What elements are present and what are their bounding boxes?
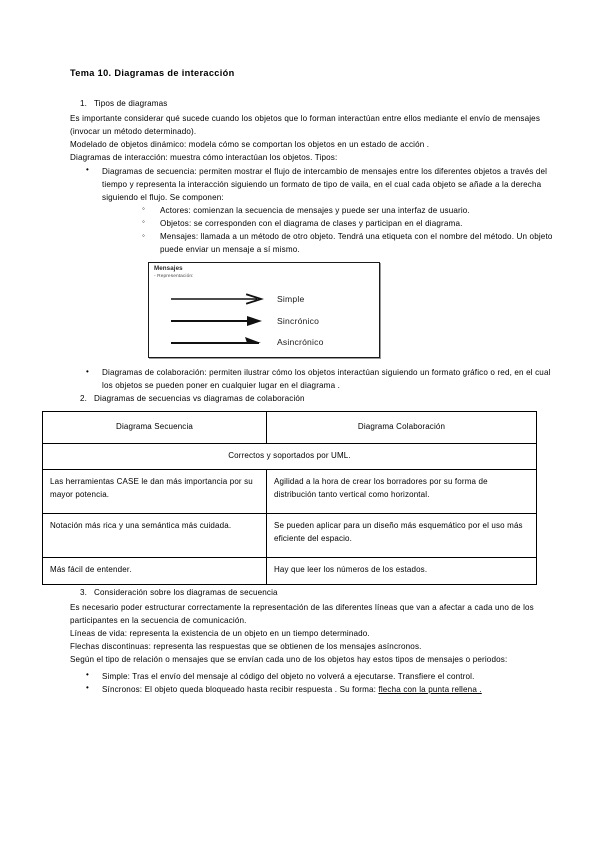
half-arrow-icon	[171, 336, 265, 348]
s3-paragraph-4: Según el tipo de relación o mensajes que se envían cada uno de los objetos hay estos tipos de mensajes o periodos:	[70, 655, 508, 665]
section-3-title: Consideración sobre los diagramas de secuencia	[94, 587, 278, 597]
table-cell-left-2: Notación más rica y una semántica más cuidada.	[43, 514, 267, 558]
figure-title: Mensajes	[154, 265, 183, 273]
section-1-number: 1.	[80, 98, 88, 108]
section-3-number: 3.	[80, 587, 88, 597]
s3-paragraph-3: Flechas discontinuas: representa las respuestas que se obtienen de los mensajes asíncronos.	[70, 642, 422, 652]
table-cell-right-1: Agilidad a la hora de crear los borradores por su forma de distribución tanto vertical como horizontal.	[267, 470, 537, 514]
filled-arrow-icon	[171, 315, 265, 327]
sub-bullet-objetos: ◦ Objetos: se corresponden con el diagrama de clases y participan en el diagrama.	[126, 217, 560, 230]
s1-sub-bullet-wrap	[70, 204, 560, 256]
mensajes-figure	[148, 262, 380, 358]
figure-row-sincronico	[171, 313, 371, 329]
table-cell-merged: Correctos y soportados por UML.	[43, 444, 537, 470]
s1-bullet-list-2	[70, 366, 560, 392]
figure-label-simple: Simple	[277, 294, 305, 305]
s3-paragraph-2: Líneas de vida: representa la existencia de un objeto en un tiempo determinado.	[70, 629, 370, 639]
figure-row-simple	[171, 291, 371, 307]
table-header-colaboracion: Diagrama Colaboración	[267, 411, 537, 443]
table-cell-left-3: Más fácil de entender.	[43, 558, 267, 584]
table-cell-right-2: Se pueden aplicar para un diseño más esquemático por el uso más eficiente del espacio.	[267, 514, 537, 558]
table-row	[43, 558, 537, 584]
figure-label-asincronico: Asincrónico	[277, 337, 324, 348]
figure-wrapper	[70, 262, 560, 358]
section-3-heading	[70, 587, 560, 599]
section-2-number: 2.	[80, 393, 88, 403]
figure-label-sincronico: Sincrónico	[277, 316, 320, 327]
s3-bullet-list	[70, 670, 560, 696]
bullet-simple: • Simple: Tras el envío del mensaje al código del objeto no volverá a ejecutarse. Transfiere el control.	[70, 670, 560, 683]
section-2-heading	[70, 393, 560, 405]
section-1-heading	[70, 98, 560, 110]
bullet-diagramas-secuencia: • Diagramas de secuencia: permiten mostrar el flujo de intercambio de mensajes entre los diferentes objetos a través del tiempo y representa la interacción siguiendo un formato de tipo de vaila, en el cual cada objeto se añade a la derecha siguiendo el flujo. Se componen:	[70, 165, 560, 204]
open-arrow-icon	[171, 293, 265, 305]
bullet-diagramas-colaboracion: • Diagramas de colaboración: permiten ilustrar cómo los objetos interactúan siguiendo un formato gráfico o red, en el cual los objetos se pueden poner en cualquier lugar en el diagrama .	[70, 366, 560, 392]
s1-sub-bullet-list	[126, 204, 560, 256]
figure-subtitle: - Representación:	[154, 274, 194, 280]
table-merged-row	[43, 444, 537, 470]
s1-paragraph-1: Es importante considerar qué sucede cuando los objetos que lo forman interactúan entre ellos mediante el envío de mensajes (invocar un método determinado).	[70, 114, 541, 137]
s1-paragraph-3: Diagramas de interacción: muestra cómo interactúan los objetos. Tipos:	[70, 153, 338, 163]
bullet-sincronos	[70, 683, 560, 696]
bullet-sincronos-text: Síncronos: El objeto queda bloqueado hasta recibir respuesta . Su forma:	[102, 684, 379, 694]
figure-row-asincronico	[171, 334, 371, 350]
s1-bullet-list	[70, 165, 560, 204]
table-header-row	[43, 411, 537, 443]
table-cell-right-3: Hay que leer los números de los estados.	[267, 558, 537, 584]
s3-paragraph-1: Es necesario poder estructurar correctamente la representación de las diferentes líneas que van a afectar a cada uno de los participantes en la secuencia de comunicación.	[70, 602, 534, 626]
table-cell-left-1: Las herramientas CASE le dan más importancia por su mayor potencia.	[43, 470, 267, 514]
s1-paragraph-2: Modelado de objetos dinámico: modela cómo se comportan los objetos en un estado de acción .	[70, 140, 430, 150]
comparison-table	[42, 411, 537, 585]
section-2-title: Diagramas de secuencias vs diagramas de colaboración	[94, 393, 305, 403]
table-row	[43, 470, 537, 514]
bullet-sincronos-underlined: flecha con la punta rellena .	[378, 684, 482, 694]
sub-bullet-actores: ◦ Actores: comienzan la secuencia de mensajes y puede ser una interfaz de usuario.	[126, 204, 560, 217]
page-title: Tema 10. Diagramas de interacción	[70, 68, 235, 78]
section-1-title: Tipos de diagramas	[94, 98, 168, 108]
table-header-secuencia: Diagrama Secuencia	[43, 411, 267, 443]
table-row	[43, 514, 537, 558]
sub-bullet-mensajes: ◦ Mensajes: llamada a un método de otro objeto. Tendrá una etiqueta con el nombre del método. Un objeto puede enviar un mensaje a sí mismo.	[126, 230, 560, 256]
